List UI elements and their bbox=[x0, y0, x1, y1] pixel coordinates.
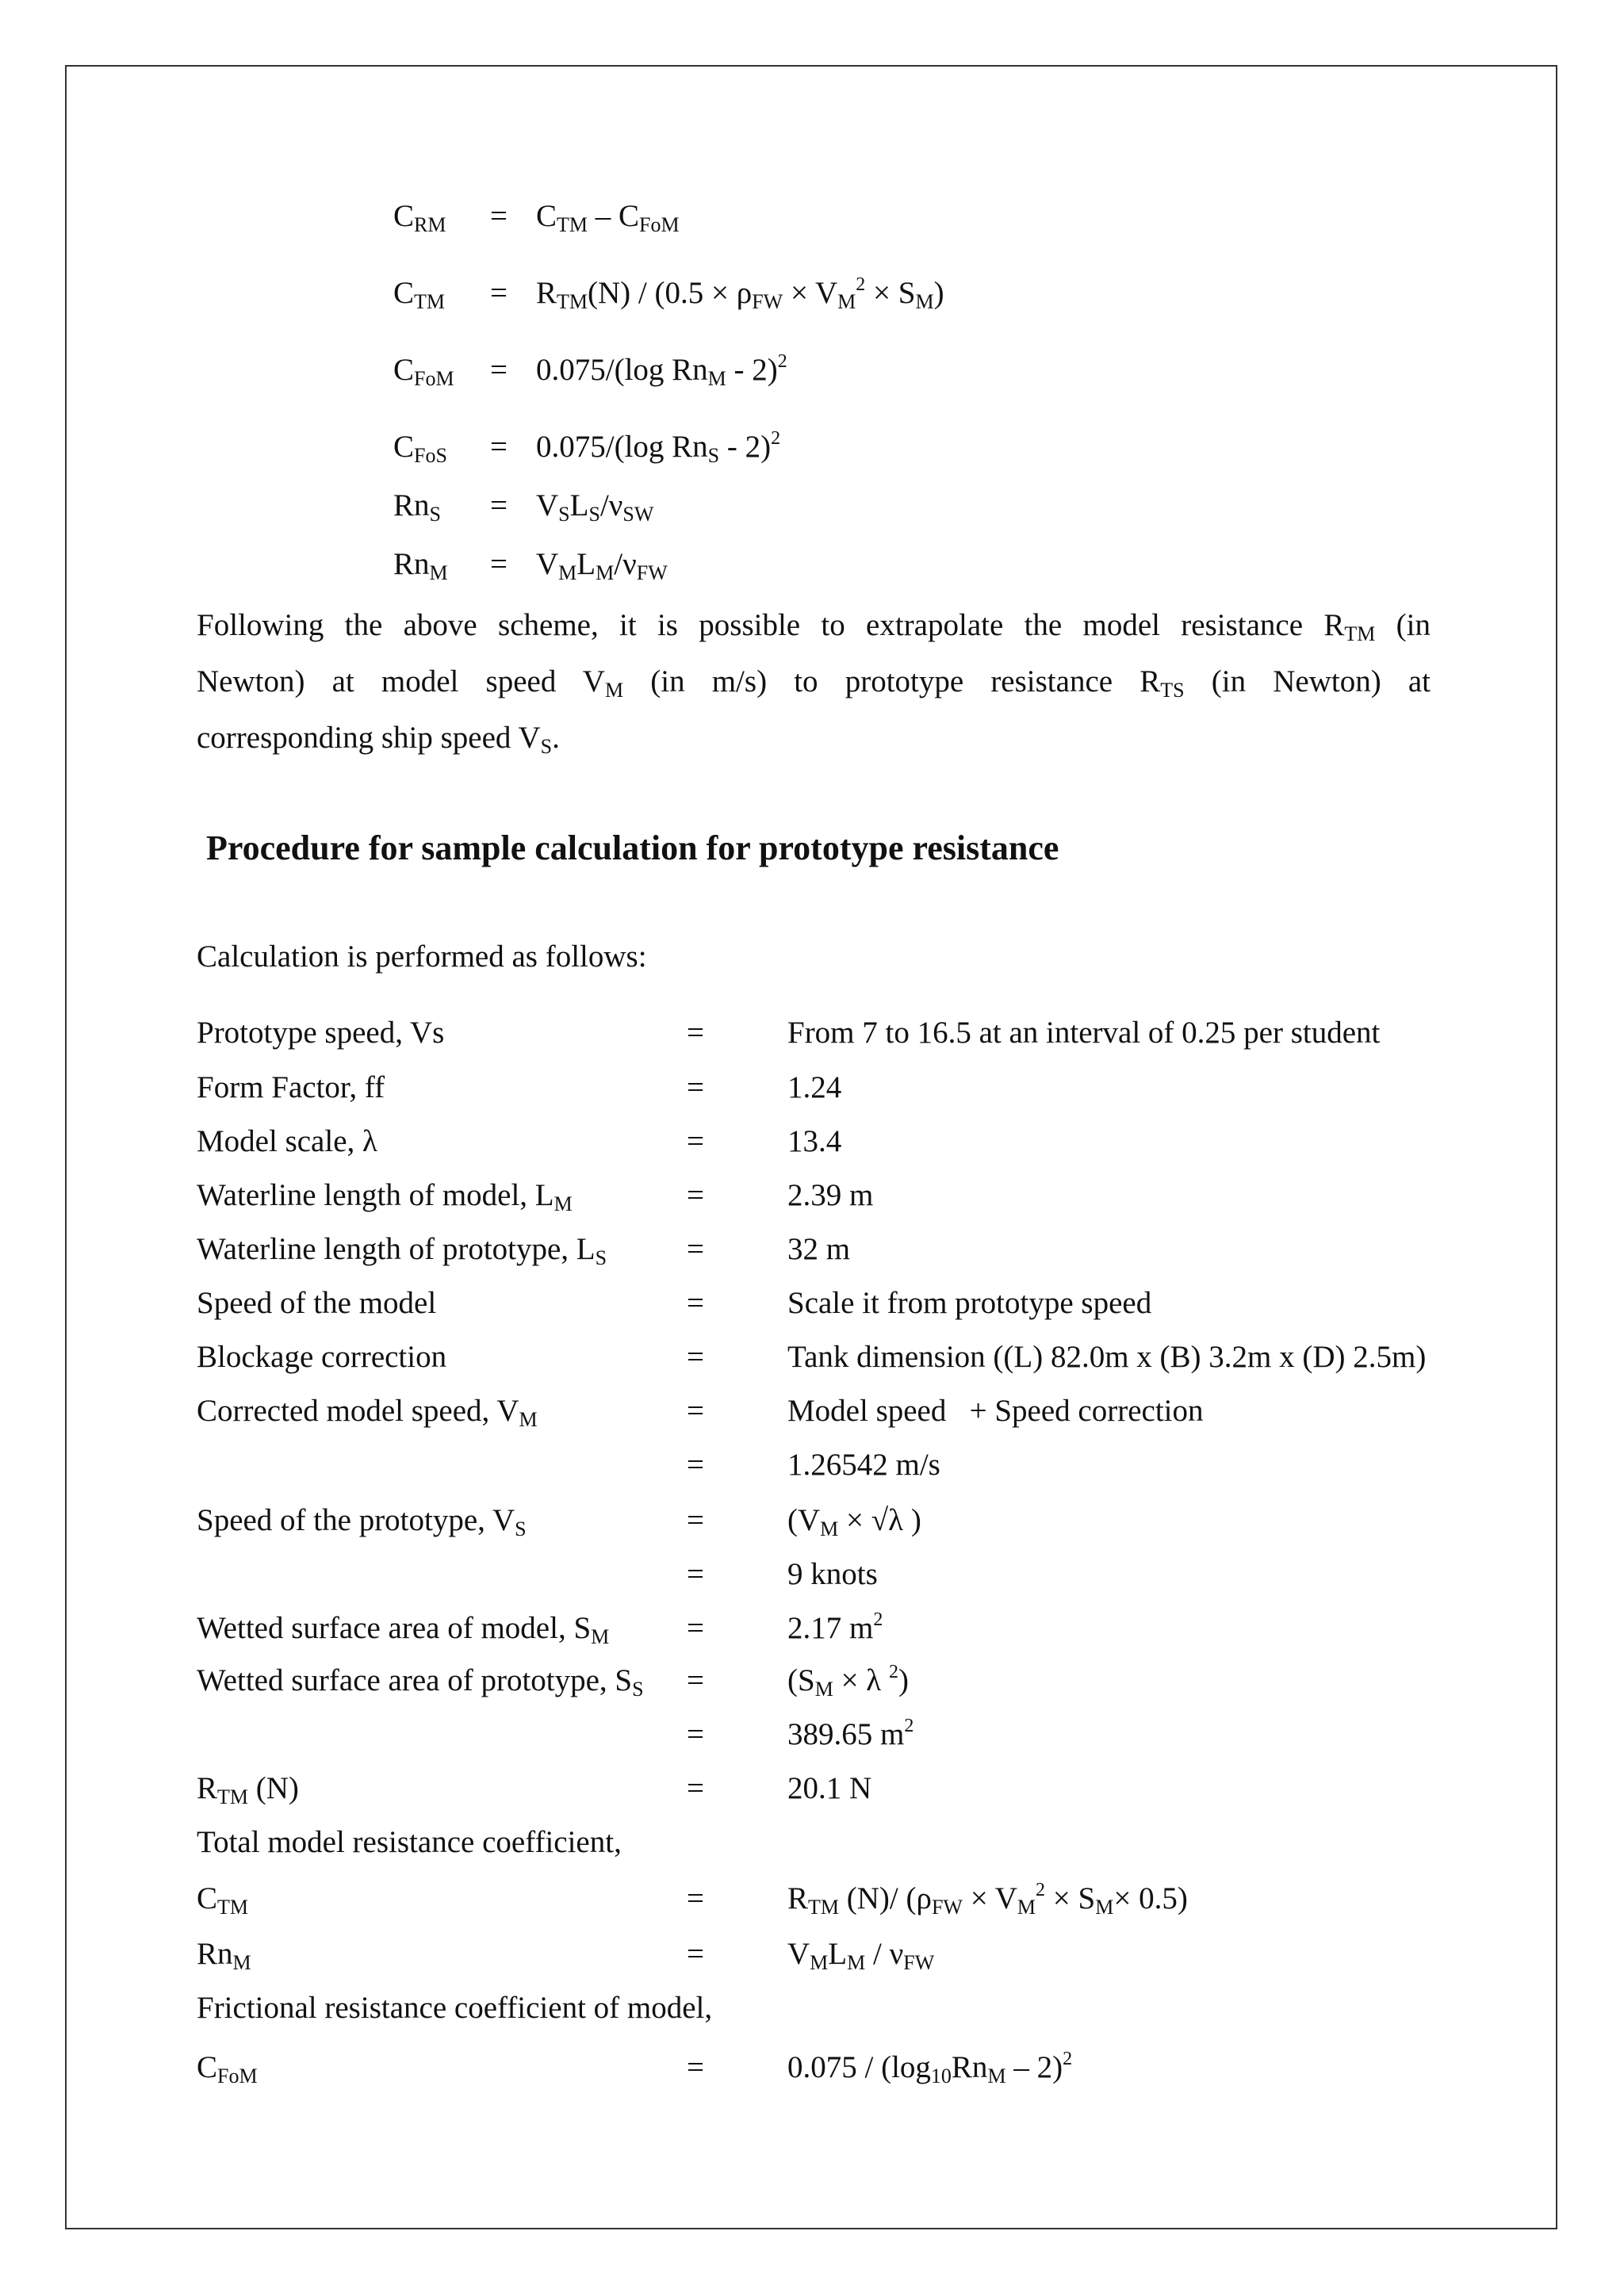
row-value: ($S_M \times \lambda$ $^2$) bbox=[787, 1662, 909, 1701]
row-label: Model scale, λ bbox=[197, 1124, 377, 1158]
def-lhs: $Rn_M$ bbox=[393, 547, 448, 584]
row-value: 2.17 $m^2$ bbox=[787, 1609, 883, 1645]
row-value: 9 knots bbox=[787, 1557, 878, 1591]
paragraph-line: Following the above scheme, it is possible to extrapolate the model resistance $R_{TM}$ (in bbox=[197, 608, 1431, 645]
row-value: $R_{TM}$ (N)/ $(\rho_{FW} \times V_M^2 \times S_M\times 0.5)$ bbox=[787, 1880, 1188, 1919]
row-label: Frictional resistance coefficient of model, bbox=[197, 1991, 713, 2025]
row-label: Speed of the prototype, $V_S$ bbox=[197, 1503, 527, 1540]
row-eq: = bbox=[687, 1448, 704, 1482]
row-label: Wetted surface area of model, $S_M$ bbox=[197, 1611, 610, 1648]
row-value: 32 m bbox=[787, 1232, 851, 1266]
row-label: Blockage correction bbox=[197, 1340, 447, 1374]
def-eq: = bbox=[490, 199, 508, 233]
row-label: Wetted surface area of prototype, $S_S$ bbox=[197, 1663, 644, 1701]
row-value: 1.24 bbox=[787, 1070, 842, 1104]
paragraph-line: corresponding ship speed $V_S$. bbox=[197, 721, 560, 758]
row-label: Waterline length of prototype, $L_S$ bbox=[197, 1232, 607, 1269]
paragraph-line: Newton) at model speed $V_M$ (in m/s) to prototype resistance $R_{TS}$ (in Newton) at bbox=[197, 664, 1431, 702]
def-eq: = bbox=[490, 547, 508, 581]
row-label: Prototype speed, Vs bbox=[197, 1016, 445, 1050]
row-value: ($V_M \times √\lambda$ ) bbox=[787, 1503, 921, 1540]
def-lhs: $Rn_S$ bbox=[393, 488, 441, 526]
def-lhs: $C_{TM}$ bbox=[393, 276, 446, 313]
row-eq: = bbox=[687, 1394, 704, 1428]
def-eq: = bbox=[490, 353, 508, 387]
def-rhs: $V_SL_S/\nu_{SW}$ bbox=[536, 488, 654, 526]
row-label: $Rn_M$ bbox=[197, 1937, 251, 1974]
row-label: Total model resistance coefficient, bbox=[197, 1825, 622, 1859]
row-value: 1.26542 m/s bbox=[787, 1448, 940, 1482]
def-lhs: $C_{FoS}$ bbox=[393, 430, 447, 467]
row-value: Scale it from prototype speed bbox=[787, 1286, 1152, 1320]
def-rhs: 0.075/(log $Rn_M - 2)^2$ bbox=[536, 351, 787, 390]
row-value: Tank dimension ((L) 82.0m x (B) 3.2m x (D) 2.5m) bbox=[787, 1340, 1427, 1374]
row-eq: = bbox=[687, 1070, 704, 1104]
row-eq: = bbox=[687, 1881, 704, 1915]
def-rhs: 0.075/(log $Rn_S - 2)^2$ bbox=[536, 428, 781, 467]
row-eq: = bbox=[687, 1016, 704, 1050]
row-label: $R_{TM}$ (N) bbox=[197, 1771, 299, 1808]
row-eq: = bbox=[687, 1340, 704, 1374]
row-eq: = bbox=[687, 1557, 704, 1591]
def-eq: = bbox=[490, 430, 508, 464]
row-label: Waterline length of model, $L_M$ bbox=[197, 1178, 573, 1215]
row-value: $0.075 / (\log_{10}Rn_M - 2)^2$ bbox=[787, 2049, 1073, 2087]
row-label: $C_{TM}$ bbox=[197, 1881, 249, 1919]
def-lhs: $C_{RM}$ bbox=[393, 199, 446, 236]
row-eq: = bbox=[687, 1286, 704, 1320]
row-label: Speed of the model bbox=[197, 1286, 437, 1320]
def-rhs: $V_ML_M/\nu_{FW}$ bbox=[536, 547, 668, 584]
def-eq: = bbox=[490, 488, 508, 522]
def-lhs: $C_{FoM}$ bbox=[393, 353, 454, 390]
row-value: 389.65 $m^2$ bbox=[787, 1716, 914, 1751]
row-value: From 7 to 16.5 at an interval of 0.25 per student bbox=[787, 1016, 1381, 1050]
row-eq: = bbox=[687, 1663, 704, 1697]
row-eq: = bbox=[687, 1611, 704, 1645]
def-rhs: $R_{TM}(N) / (0.5 \times \rho_{FW} \times V_M^2 \times S_M)$ bbox=[536, 274, 944, 313]
row-eq: = bbox=[687, 1503, 704, 1537]
row-value: 2.39 m bbox=[787, 1178, 874, 1212]
row-eq: = bbox=[687, 2050, 704, 2084]
row-eq: = bbox=[687, 1178, 704, 1212]
row-eq: = bbox=[687, 1232, 704, 1266]
row-value: $V_ML_M / \nu_{FW}$ bbox=[787, 1937, 935, 1974]
row-label: Form Factor, ff bbox=[197, 1070, 385, 1104]
row-label: $C_{FoM}$ bbox=[197, 2050, 258, 2087]
row-value: 13.4 bbox=[787, 1124, 842, 1158]
row-eq: = bbox=[687, 1771, 704, 1805]
row-eq: = bbox=[687, 1124, 704, 1158]
section-heading: Procedure for sample calculation for prototype resistance bbox=[206, 828, 1059, 867]
row-value: Model speed + Speed correction bbox=[787, 1394, 1204, 1428]
def-rhs: $C_{TM} - C_{FoM}$ bbox=[536, 199, 680, 236]
row-label: Corrected model speed, $V_M$ bbox=[197, 1394, 538, 1431]
row-eq: = bbox=[687, 1717, 704, 1751]
row-value: 20.1 N bbox=[787, 1771, 872, 1805]
row-eq: = bbox=[687, 1937, 704, 1971]
def-eq: = bbox=[490, 276, 508, 310]
intro-text: Calculation is performed as follows: bbox=[197, 939, 647, 974]
